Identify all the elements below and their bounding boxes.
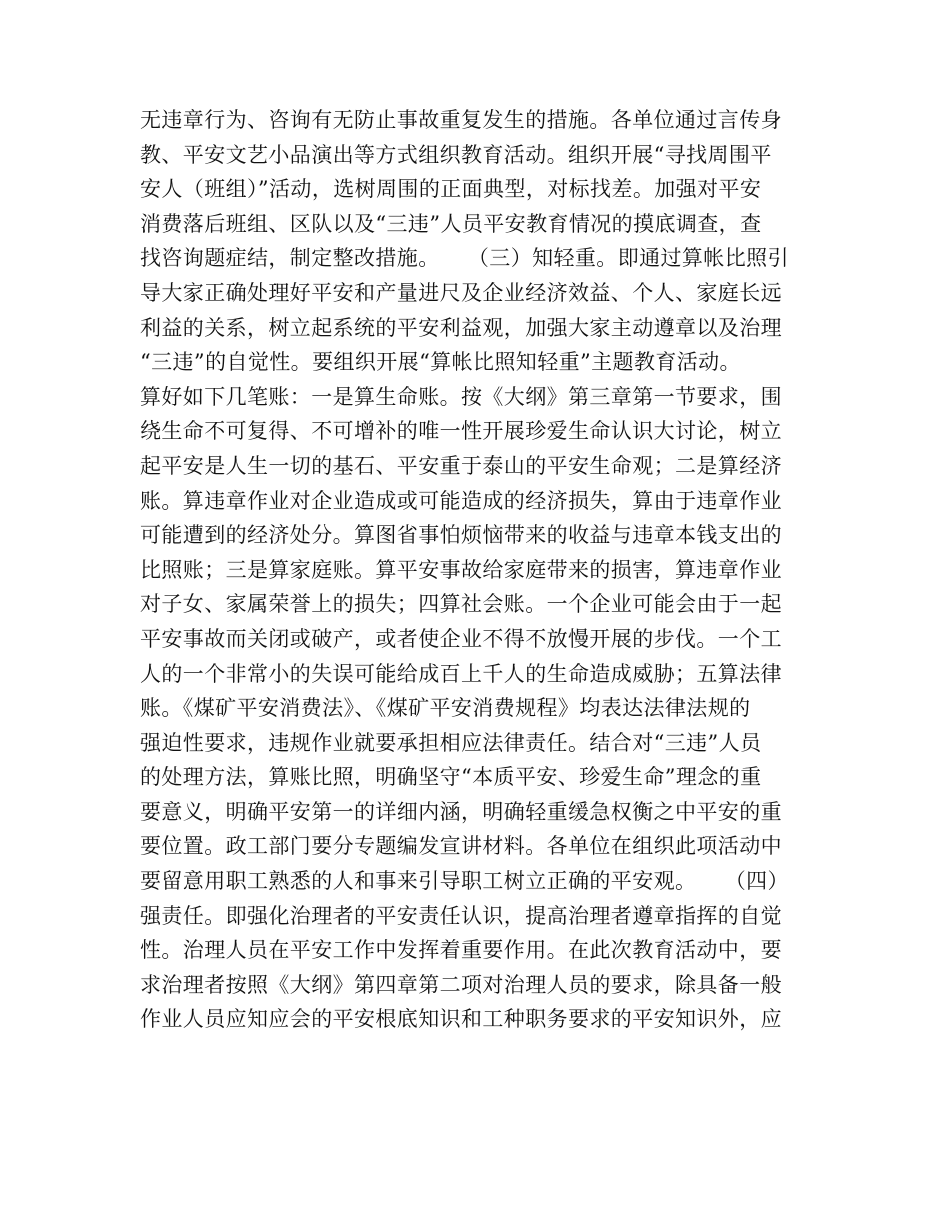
text-line: 强责任。即强化治理者的平安责任认识，提高治理者遵章指挥的自觉	[140, 903, 782, 928]
text-line: 找咨询题症结，制定整改措施。 （三）知轻重。即通过算帐比照引	[140, 246, 789, 271]
text-line: 导大家正确处理好平安和产量进尺及企业经济效益、个人、家庭长远	[140, 280, 782, 305]
text-line: 教、平安文艺小品演出等方式组织教育活动。组织开展“寻找周围平	[140, 142, 772, 167]
text-line: 可能遭到的经济处分。算图省事怕烦恼带来的收益与违章本钱支出的	[140, 523, 782, 548]
text-line: 账。算违章作业对企业造成或可能造成的经济损失，算由于违章作业	[140, 488, 782, 513]
text-line: 对子女、家属荣誉上的损失；四算社会账。一个企业可能会由于一起	[140, 592, 782, 617]
text-line: 起平安是人生一切的基石、平安重于泰山的平安生命观；二是算经济	[140, 453, 782, 478]
text-line: 比照账；三是算家庭账。算平安事故给家庭带来的损害，算违章作业	[140, 557, 782, 582]
text-line: “三违”的自觉性。要组织开展“算帐比照知轻重”主题教育活动。	[140, 350, 741, 375]
text-line: 平安事故而关闭或破产，或者使企业不得不放慢开展的步伐。一个工	[140, 626, 782, 651]
text-line: 账。《煤矿平安消费法》、《煤矿平安消费规程》均表达法律法规的	[140, 696, 751, 721]
body-text	[140, 103, 820, 1037]
text-line: 安人（班组）”活动，选树周围的正面典型，对标找差。加强对平安	[140, 177, 762, 202]
text-line: 算好如下几笔账：一是算生命账。按《大纲》第三章第一节要求，围	[140, 384, 782, 409]
text-line: 的处理方法，算账比照，明确坚守“本质平安、珍爱生命”理念的重	[140, 765, 762, 790]
text-line: 消费落后班组、区队以及“三违”人员平安教育情况的摸底调查，查	[140, 211, 762, 236]
text-line: 要留意用职工熟悉的人和事来引导职工树立正确的平安观。 （四）	[140, 869, 789, 894]
text-line: 性。治理人员在平安工作中发挥着重要作用。在此次教育活动中，要	[140, 938, 782, 963]
text-line: 作业人员应知应会的平安根底知识和工种职务要求的平安知识外，应	[140, 1007, 782, 1032]
text-line: 强迫性要求，违规作业就要承担相应法律责任。结合对“三违”人员	[140, 730, 762, 755]
text-line: 绕生命不可复得、不可增补的唯一性开展珍爱生命认识大讨论，树立	[140, 419, 782, 444]
text-line: 求治理者按照《大纲》第四章第二项对治理人员的要求，除具备一般	[140, 972, 782, 997]
text-line: 利益的关系，树立起系统的平安利益观，加强大家主动遵章以及治理	[140, 315, 782, 340]
text-line: 要意义，明确平安第一的详细内涵，明确轻重缓急权衡之中平安的重	[140, 799, 782, 824]
text-line: 要位置。政工部门要分专题编发宣讲材料。各单位在组织此项活动中	[140, 834, 782, 859]
text-line: 无违章行为、咨询有无防止事故重复发生的措施。各单位通过言传身	[140, 108, 782, 132]
text-line: 人的一个非常小的失误可能给成百上千人的生命造成威胁；五算法律	[140, 661, 782, 686]
